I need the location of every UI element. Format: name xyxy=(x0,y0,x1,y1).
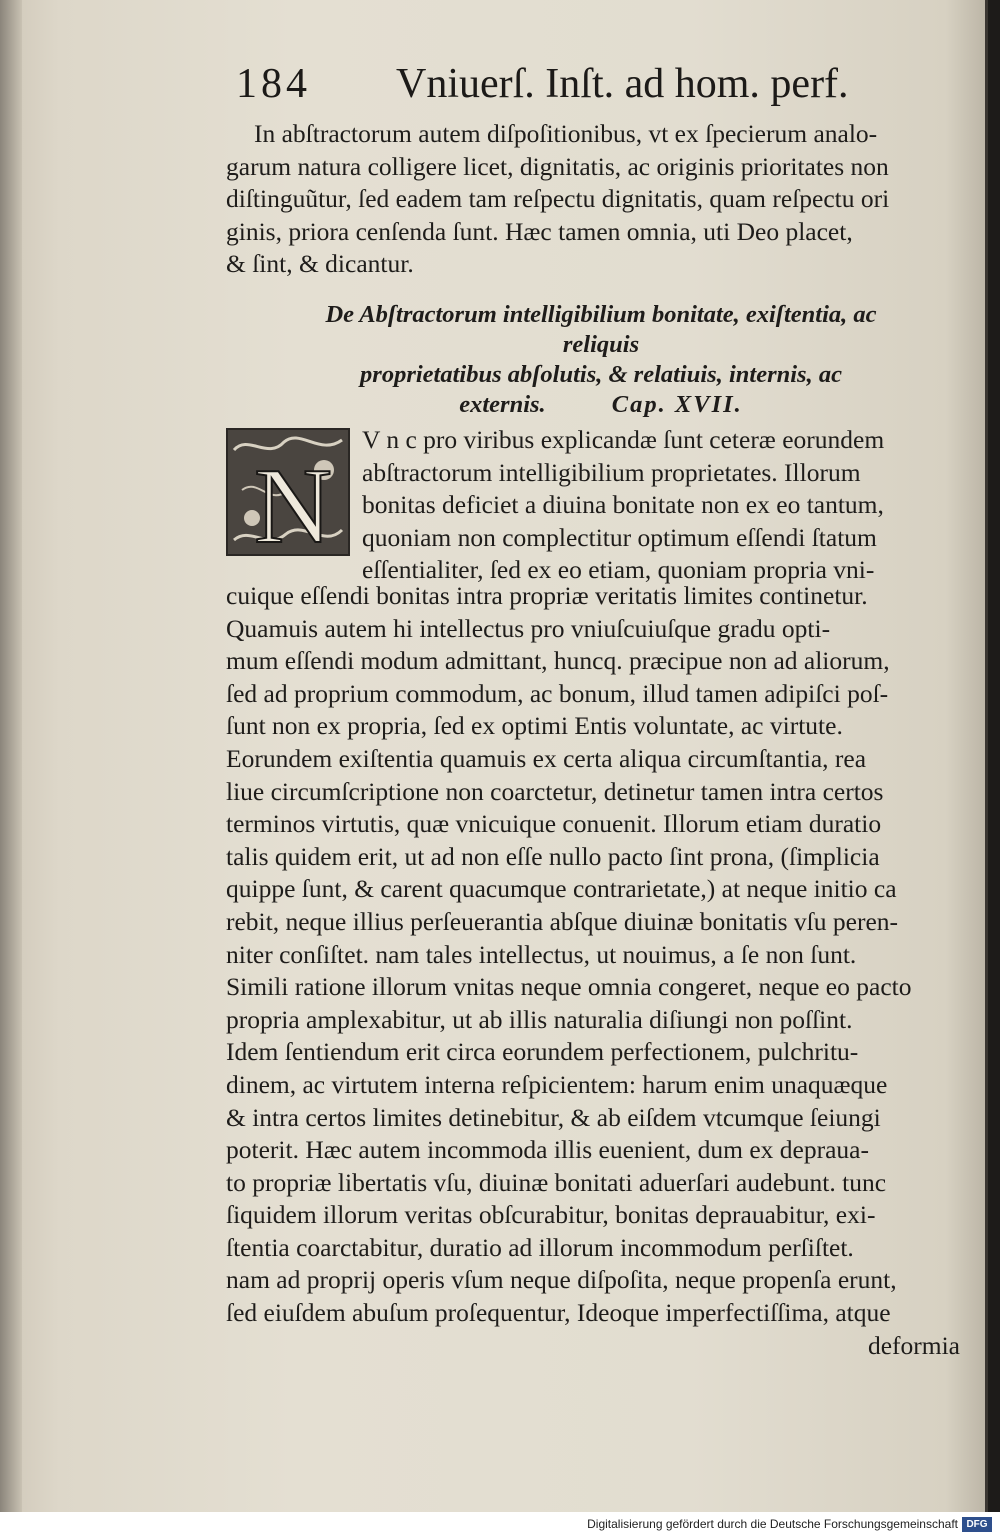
heading-line-2: proprietatibus abſolutis, & relatiuis, internis, ac xyxy=(360,361,842,388)
catchword: deformia xyxy=(867,1330,960,1360)
paragraph-2-indented xyxy=(362,424,982,587)
text-line: dinem, ac virtutem interna reſpicientem: harum enim unaquæque xyxy=(226,1069,888,1099)
text-line: niter conſiſtet. nam tales intellectus, ut nouimus, a ſe non ſunt. xyxy=(226,939,857,969)
text-line: eſſentialiter, ſed ex eo etiam, quoniam propria vni- xyxy=(362,555,875,585)
text-line: & ſint, & dicantur. xyxy=(226,249,414,279)
page-header xyxy=(236,60,849,112)
page-binding-shadow xyxy=(0,0,22,1512)
text-line: diſtinguũtur, ſed eadem tam reſpectu dignitatis, quam reſpectu ori xyxy=(226,184,890,214)
text-line: propria amplexabitur, ut ab illis naturalia diſiungi non poſſint. xyxy=(226,1004,853,1034)
text-line: nam ad proprij operis vſum neque diſpoſita, neque propenſa erunt, xyxy=(226,1265,897,1295)
paragraph-1 xyxy=(226,118,974,281)
dfg-logo: DFG xyxy=(962,1517,992,1532)
text-line: rebit, neque illius perſeuerantia abſque diuinæ bonitatis vſu peren- xyxy=(226,906,899,936)
heading-line-1: De Abſtractorum intelligibilium bonitate, exiſtentia, ac reliquis xyxy=(325,301,877,358)
body-text xyxy=(226,580,974,1362)
svg-text:N: N xyxy=(254,447,332,554)
text-line: ſed ad proprium commodum, ac bonum, illud tamen adipiſci poſ- xyxy=(226,678,889,708)
text-line: Quamuis autem hi intellectus pro vniuſcuiuſque gradu opti- xyxy=(226,613,831,643)
digitization-footer xyxy=(0,1512,1000,1538)
text-line: quippe ſunt, & carent quacumque contrarietate,) at neque initio ca xyxy=(226,874,897,904)
text-line: ſed eiuſdem abuſum proſequentur, Ideoque imperfectiſſima, atque xyxy=(226,1298,891,1328)
footer-credit: Digitalisierung gefördert durch die Deutsche Forschungsgemeinschaft xyxy=(587,1517,958,1531)
text-line: garum natura colligere licet, dignitatis, ac originis prioritates non xyxy=(226,151,889,181)
ornamental-initial-icon xyxy=(228,430,348,554)
text-line: quoniam non complectitur optimum eſſendi ſtatum xyxy=(362,522,877,552)
text-line: ſtentia coarctabitur, duratio ad illorum incommodum perſiſtet. xyxy=(226,1232,854,1262)
text-line: terminos virtutis, quæ vnicuique conuenit. Illorum etiam duratio xyxy=(226,809,882,839)
text-line: Idem ſentiendum erit circa eorundem perfectionem, pulchritu- xyxy=(226,1037,859,1067)
text-line: to propriæ libertatis vſu, diuinæ bonitati aduerſari audebunt. tunc xyxy=(226,1167,887,1197)
heading-line-3-text: externis. xyxy=(459,391,546,418)
text-line: cuique eſſendi bonitas intra propriæ veritatis limites continetur. xyxy=(226,581,868,610)
heading-line-3 xyxy=(296,390,906,420)
text-line: & intra certos limites detinebitur, & ab eiſdem vtcumque ſeiungi xyxy=(226,1102,881,1132)
text-line: In abſtractorum autem diſpoſitionibus, vt ex ſpecierum analo- xyxy=(254,119,878,148)
chapter-heading xyxy=(296,300,906,420)
text-line: mum eſſendi modum admittant, huncq. præcipue non ad aliorum, xyxy=(226,646,890,676)
chapter-number: Cap. XVII. xyxy=(611,391,743,418)
page-number: 184 xyxy=(236,61,311,107)
drop-cap-initial xyxy=(226,428,350,556)
text-line: poterit. Hæc autem incommoda illis euenient, dum ex deprauа- xyxy=(226,1135,869,1165)
text-line: Eorundem exiſtentia quamuis ex certa aliqua circumſtantia, rea xyxy=(226,743,867,773)
text-line: talis quidem erit, ut ad non eſſe nullo pacto ſint prona, (ſimplicia xyxy=(226,841,880,871)
text-line: ſunt non ex propria, ſed ex optimi Entis voluntate, ac virtute. xyxy=(226,711,843,741)
text-line: V n c pro viribus explicandæ ſunt ceteræ eorundem xyxy=(362,425,885,454)
text-line: liue circumſcriptione non coarctetur, detinetur tamen intra certos xyxy=(226,776,884,806)
running-title: Vniuerſ. Inſt. ad hom. perf. xyxy=(396,61,849,107)
text-line: abſtractorum intelligibilium proprietates. Illorum xyxy=(362,457,861,487)
text-line: ſiquidem illorum veritas obſcurabitur, bonitas deprauabitur, exi- xyxy=(226,1200,876,1230)
text-line: bonitas deficiet a diuina bonitate non ex eo tantum, xyxy=(362,490,884,520)
text-line: ginis, priora cenſenda ſunt. Hæc tamen omnia, uti Deo placet, xyxy=(226,216,853,246)
text-line: Simili ratione illorum vnitas neque omnia congeret, neque eo pacto xyxy=(226,972,912,1002)
